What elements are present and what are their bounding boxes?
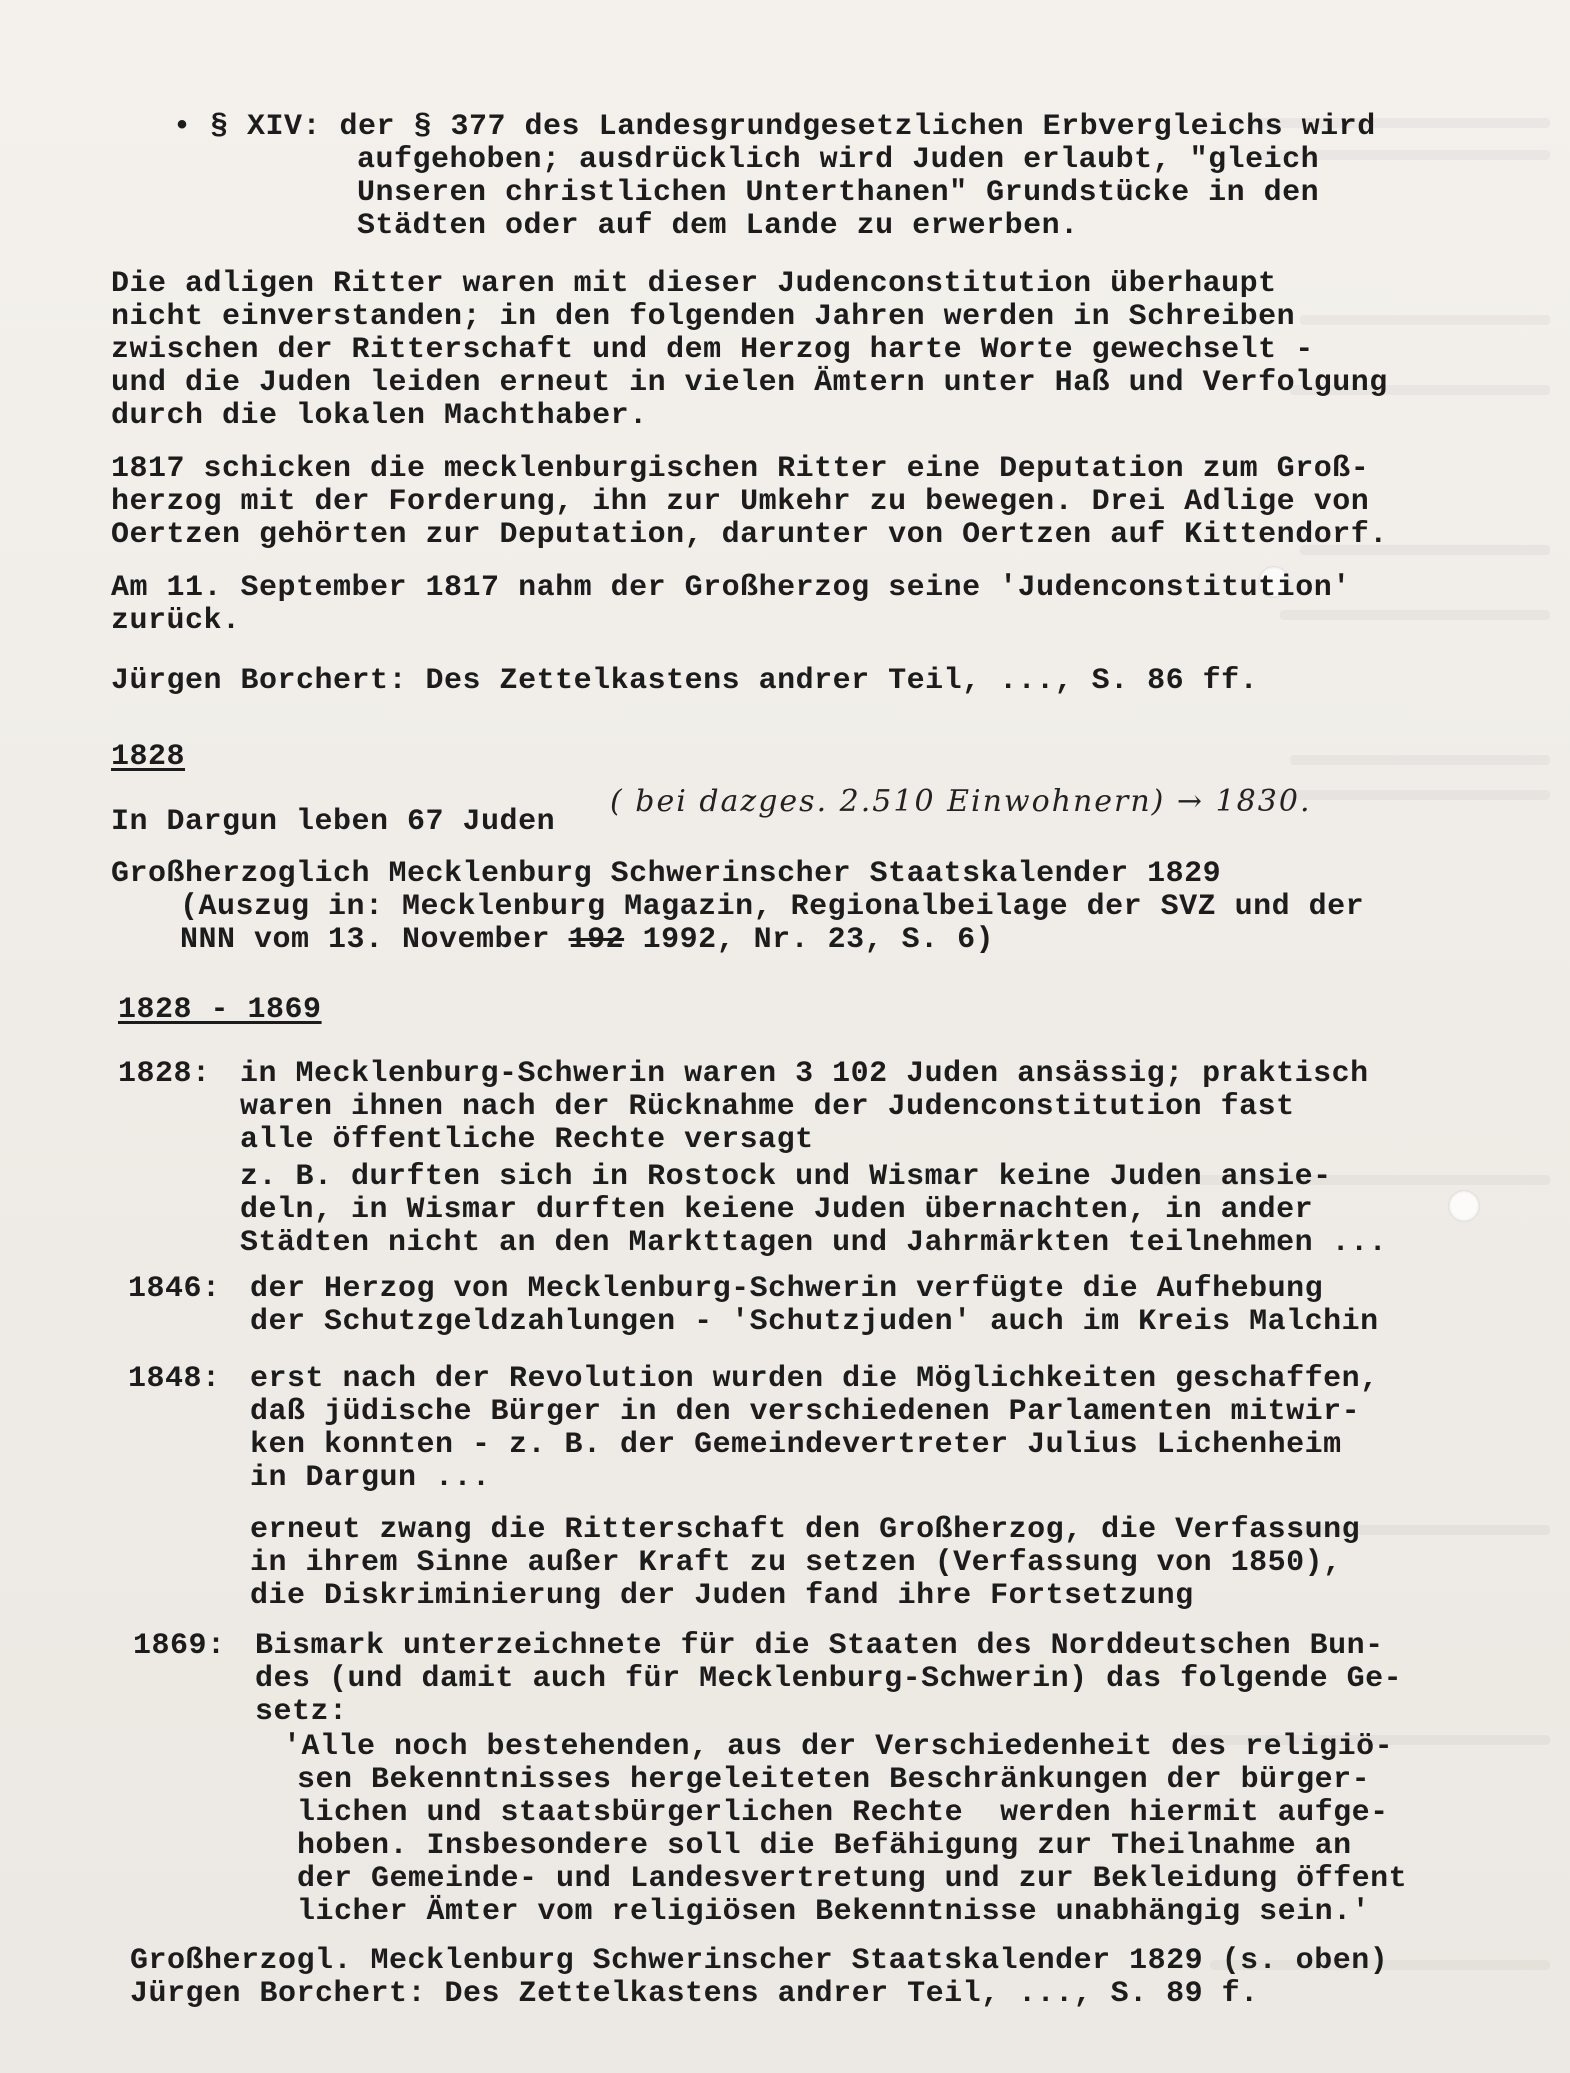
heading-1828-1869: 1828 - 1869: [118, 993, 322, 1027]
entry-1869-line-1: Bismark unterzeichnete für die Staaten des Norddeutschen Bun-: [255, 1629, 1384, 1663]
para-xiv-line-4: Städten oder auf dem Lande zu erwerben.: [357, 209, 1079, 243]
law-quote-line-6: licher Ämter vom religiösen Bekenntnisse unabhängig sein.': [297, 1895, 1371, 1929]
struck-out-number: 192: [568, 923, 625, 957]
staatskalender-line-3-text: NNN vom 13. November: [180, 923, 551, 957]
deputation-line-3: Oertzen gehörten zur Deputation, darunter von Oertzen auf Kittendorf.: [111, 518, 1388, 552]
law-quote-line-1: 'Alle noch bestehenden, aus der Verschiedenheit des religiö-: [283, 1730, 1394, 1764]
entry-1828-line-3: alle öffentliche Rechte versagt: [240, 1123, 814, 1157]
para-xiv-line-1: • § XIV: der § 377 des Landesgrundgesetzlichen Erbvergleichs wird: [173, 110, 1376, 144]
staatskalender-line-3: [180, 923, 994, 957]
entry-1828-line-6: Städten nicht an den Markttagen und Jahrmärkten teilnehmen ...: [240, 1226, 1388, 1260]
reference-borchert-89: Jürgen Borchert: Des Zettelkastens andrer Teil, ..., S. 89 f.: [130, 1977, 1259, 2011]
dargun-juden: In Dargun leben 67 Juden: [111, 805, 556, 839]
ritter-line-4: und die Juden leiden erneut in vielen Ämtern unter Haß und Verfolgung: [111, 366, 1388, 400]
deputation-line-2: herzog mit der Forderung, ihn zur Umkehr zu bewegen. Drei Adlige von: [111, 485, 1370, 519]
entry-1848-line-7: die Diskriminierung der Juden fand ihre Fortsetzung: [250, 1579, 1194, 1613]
entry-1848-line-1: erst nach der Revolution wurden die Möglichkeiten geschaffen,: [250, 1362, 1379, 1396]
law-quote-line-2: sen Bekenntnisses hergeleiteten Beschränkungen der bürger-: [297, 1763, 1371, 1797]
reference-staatskalender-oben: Großherzogl. Mecklenburg Schwerinscher Staatskalender 1829 (s. oben): [130, 1944, 1389, 1978]
entry-1869-line-2: des (und damit auch für Mecklenburg-Schwerin) das folgende Ge-: [255, 1662, 1403, 1696]
entry-1828-line-2: waren ihnen nach der Rücknahme der Judenconstitution fast: [240, 1090, 1295, 1124]
entry-1848-line-5: erneut zwang die Ritterschaft den Großherzog, die Verfassung: [250, 1513, 1361, 1547]
entry-1869-line-3: setz:: [255, 1695, 348, 1729]
reference-borchert-86: Jürgen Borchert: Des Zettelkastens andrer Teil, ..., S. 86 ff.: [111, 664, 1259, 698]
september-line-2: zurück.: [111, 604, 241, 638]
staatskalender-line-3-tail: 1992, Nr. 23, S. 6): [642, 923, 995, 957]
entry-1848-line-4: in Dargun ...: [250, 1461, 491, 1495]
law-quote-line-3: lichen und staatsbürgerlichen Rechte werden hiermit aufge-: [297, 1796, 1389, 1830]
year-label-1846: 1846:: [128, 1272, 221, 1306]
year-label-1848: 1848:: [128, 1362, 221, 1396]
ritter-line-2: nicht einverstanden; in den folgenden Jahren werden in Schreiben: [111, 300, 1296, 334]
law-quote-line-5: der Gemeinde- und Landesvertretung und zur Bekleidung öffent: [297, 1862, 1408, 1896]
entry-1846-line-2: der Schutzgeldzahlungen - 'Schutzjuden' auch im Kreis Malchin: [250, 1305, 1379, 1339]
entry-1828-line-4: z. B. durften sich in Rostock und Wismar keine Juden ansie-: [240, 1160, 1332, 1194]
ritter-line-5: durch die lokalen Machthaber.: [111, 399, 648, 433]
punch-hole-bottom: [1448, 1190, 1480, 1222]
para-xiv-line-2: aufgehoben; ausdrücklich wird Juden erlaubt, "gleich: [357, 143, 1320, 177]
law-quote-line-4: hoben. Insbesondere soll die Befähigung zur Theilnahme an: [297, 1829, 1352, 1863]
ritter-line-3: zwischen der Ritterschaft und dem Herzog harte Worte gewechselt -: [111, 333, 1314, 367]
para-xiv-line-3: Unseren christlichen Unterthanen" Grundstücke in den: [357, 176, 1320, 210]
staatskalender-line-2: (Auszug in: Mecklenburg Magazin, Regionalbeilage der SVZ und der: [180, 890, 1365, 924]
handwritten-annotation: ( bei dazges. 2.510 Einwohnern) → 1830.: [610, 784, 1312, 819]
staatskalender-line-1: Großherzoglich Mecklenburg Schwerinscher Staatskalender 1829: [111, 857, 1222, 891]
entry-1846-line-1: der Herzog von Mecklenburg-Schwerin verfügte die Aufhebung: [250, 1272, 1324, 1306]
ritter-line-1: Die adligen Ritter waren mit dieser Judenconstitution überhaupt: [111, 267, 1277, 301]
deputation-line-1: 1817 schicken die mecklenburgischen Ritter eine Deputation zum Groß-: [111, 452, 1370, 486]
entry-1848-line-6: in ihrem Sinne außer Kraft zu setzen (Verfassung von 1850),: [250, 1546, 1342, 1580]
entry-1848-line-2: daß jüdische Bürger in den verschiedenen Parlamenten mitwir-: [250, 1395, 1361, 1429]
heading-1828: 1828: [111, 740, 186, 774]
year-label-1869: 1869:: [133, 1629, 226, 1663]
year-label-1828: 1828:: [118, 1057, 211, 1091]
entry-1848-line-3: ken konnten - z. B. der Gemeindevertreter Julius Lichenheim: [250, 1428, 1342, 1462]
september-line-1: Am 11. September 1817 nahm der Großherzog seine 'Judenconstitution': [111, 571, 1351, 605]
entry-1828-line-1: in Mecklenburg-Schwerin waren 3 102 Juden ansässig; praktisch: [240, 1057, 1369, 1091]
entry-1828-line-5: deln, in Wismar durften keiene Juden übernachten, in ander: [240, 1193, 1314, 1227]
